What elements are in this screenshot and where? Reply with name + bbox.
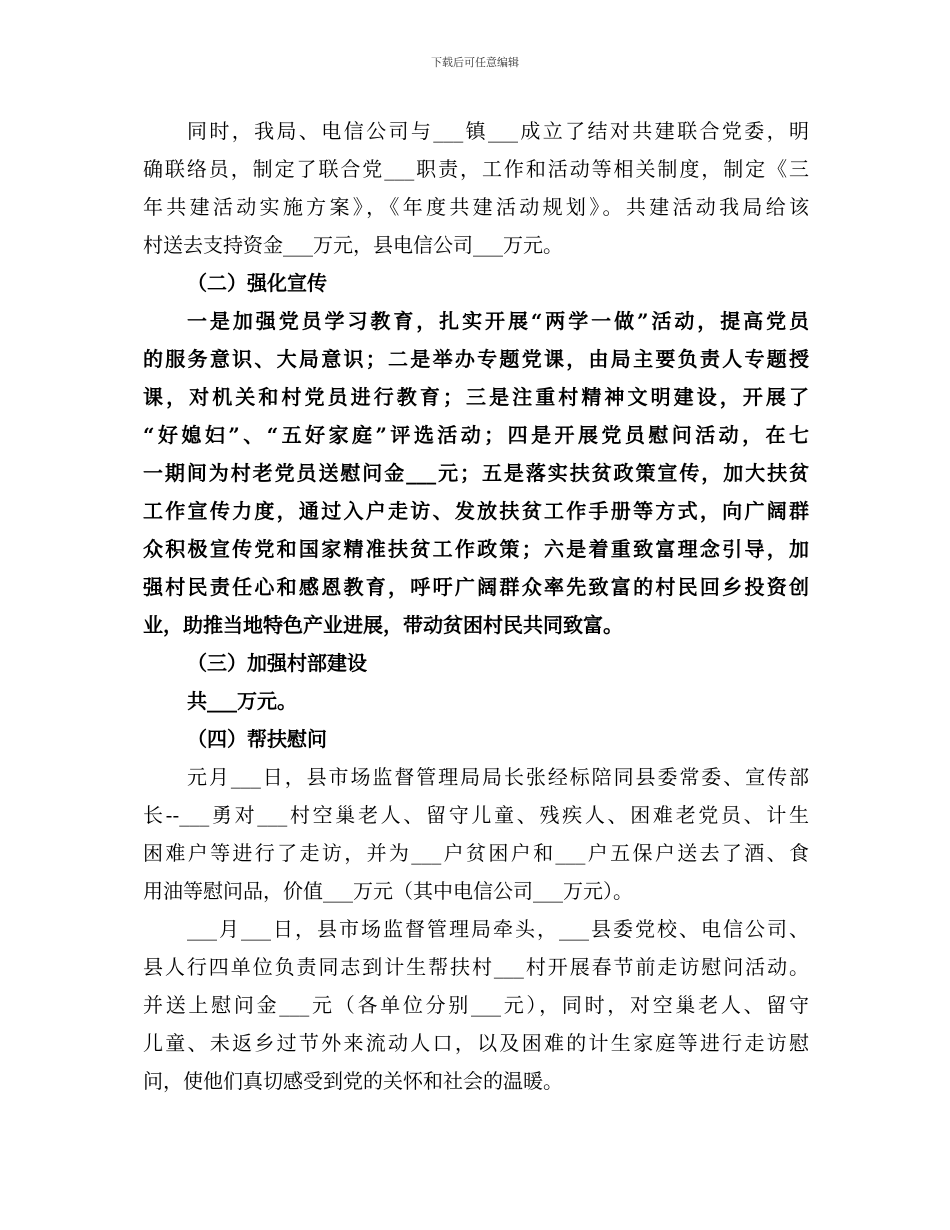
text-line: 一期间为村老党员送慰问金___元；五是落实扶贫政策宣传，加大扶贫 [143, 461, 809, 485]
text-line: 一是加强党员学习教育，扎实开展“两学一做”活动，提高党员 [187, 309, 809, 333]
section-heading-publicity: （二）强化宣传 [187, 271, 327, 295]
paragraph-new-year-visit [143, 758, 809, 910]
text-line: 课，对机关和村党员进行教育；三是注重村精神文明建设，开展了 [143, 385, 809, 409]
text-line: 长--___勇对___村空巢老人、留守儿童、残疾人、困难老党员、计生 [143, 803, 809, 827]
text-line: 同时，我局、电信公司与___镇___成立了结对共建联合党委，明 [187, 119, 809, 143]
paragraph-spring-festival-visit [143, 910, 809, 1100]
text-line: ___月___日，县市场监督管理局牵头，___县委党校、电信公司、 [187, 917, 809, 941]
text-line: 儿童、未返乡过节外来流动人口，以及困难的计生家庭等进行走访慰 [143, 1031, 809, 1055]
text-line: 强村民责任心和感恩教育，呼吁广阔群众率先致富的村民回乡投资创 [143, 575, 809, 599]
section-heading-village-building: （三）加强村部建设 [187, 651, 367, 675]
text-line: “好媳妇”、“五好家庭”评选活动；四是开展党员慰问活动，在七 [143, 423, 809, 447]
text-line: 用油等慰问品，价值___万元（其中电信公司___万元）。 [143, 879, 633, 903]
text-line: 并送上慰问金___元（各单位分别___元），同时，对空巢老人、留守 [143, 993, 809, 1017]
document-body [143, 112, 809, 1100]
text-line: 困难户等进行了走访，并为___户贫困户和___户五保户送去了酒、食 [143, 841, 809, 865]
section-heading-condolence: （四）帮扶慰问 [187, 727, 327, 751]
text-line: 问，使他们真切感受到党的关怀和社会的温暖。 [143, 1069, 563, 1093]
text-line: 元月___日，县市场监督管理局局长张经标陪同县委常委、宣传部 [187, 765, 809, 789]
paragraph-total-amount: 共___万元。 [187, 689, 297, 713]
page-header: 下载后可任意编辑 [431, 56, 519, 69]
text-line: 工作宣传力度，通过入户走访、发放扶贫工作手册等方式，向广阔群 [143, 499, 809, 523]
text-line: 众积极宣传党和国家精准扶贫工作政策；六是着重致富理念引导，加 [143, 537, 809, 561]
text-line: 年共建活动实施方案》，《年度共建活动规划》。共建活动我局给该 [143, 195, 809, 219]
text-line: 的服务意识、大局意识；二是举办专题党课，由局主要负责人专题授 [143, 347, 809, 371]
paragraph-joint-committee [143, 112, 809, 264]
paragraph-publicity [143, 302, 809, 644]
text-line: 县人行四单位负责同志到计生帮扶村___村开展春节前走访慰问活动。 [143, 955, 809, 979]
text-line: 确联络员，制定了联合党___职责，工作和活动等相关制度，制定《三 [143, 157, 809, 181]
text-line: 村送去支持资金___万元，县电信公司___万元。 [143, 233, 563, 257]
text-line: 业，助推当地特色产业进展，带动贫困村民共同致富。 [143, 613, 623, 637]
